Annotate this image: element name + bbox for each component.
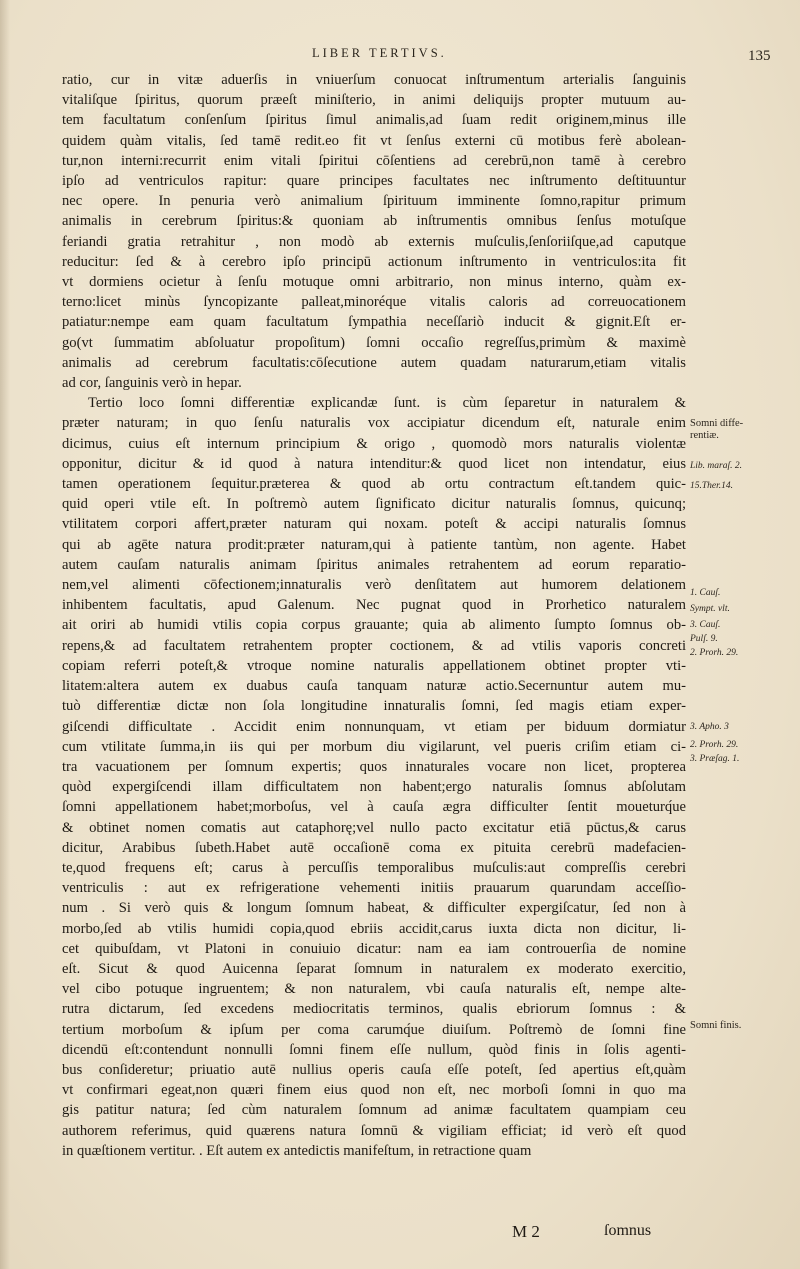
text-line: litatem:altera autem ex duabus cauſa tanquam naturæ actio.Secernuntur autem mu- — [62, 678, 686, 695]
text-line: inhibentem facultatis, apud Galenum. Nec pugnat quod in Prorhetico naturalem — [62, 597, 686, 614]
margin-note: 15.Ther.14. — [690, 481, 734, 491]
text-line: autem cauſam naturalis animam ſpiritus animales retrahentem ad eorum reparatio- — [62, 556, 686, 573]
text-line: ipſo ad ventriculos rapitur: quare principes facultates nec inſtrumento deſtituuntur — [62, 173, 686, 190]
text-line: nem,vel alimenti cōfectionem;innaturalis verò denſitatem aut humorem delationem — [62, 577, 686, 594]
text-line: animalis in cerebrum ſpiritus:& quoniam ab inſtrumentis omnibus ſenſus motuſque — [62, 213, 686, 230]
text-line: terno:licet minùs ſyncopizante palleat,minoréque vitalis caloris ad correuocationem — [62, 294, 686, 311]
text-line: vtilitatem corpori affert,præter naturam qui noxam. poteſt & accipi naturalis ſomnus — [62, 516, 686, 533]
margin-note: 3. Cauſ. — [690, 620, 721, 630]
margin-note: 2. Prorh. 29. — [690, 740, 739, 750]
text-line: opponitur, dicitur & id quod à natura intenditur:& quod licet non intendatur, eius — [62, 455, 686, 472]
text-line: & obtinet nomen comatis aut cataphorę;vel nullo pacto excitatur etiā pūctus,& carus — [62, 819, 686, 836]
text-line: copiam referri poteſt,& vtroque nomine naturalis appellationem obtinet propter vti- — [62, 657, 686, 674]
signature-mark: M 2 — [512, 1222, 540, 1241]
text-line: Tertio loco ſomni differentiæ explicandæ ſunt. is cùm ſeparetur in naturalem & — [88, 395, 686, 412]
text-line: ſomni appellationem habet;morboſus, vel à cauſa ægra difficulter ſentit moueturq́ue — [62, 799, 686, 816]
page-footer — [0, 1222, 800, 1246]
catchword: ſomnus — [604, 1222, 652, 1239]
text-line: dicitur, Arabibus ſubeth.Habet autē occaſionē coma ex pituita cerebrū madefacien- — [62, 839, 686, 856]
text-line: vt confirmari egeat,non quæri finem eius quod non eſt, nec morboſi ſomni in quo ma — [62, 1082, 686, 1099]
paragraph-1 — [62, 70, 686, 393]
text-line: reducitur: ſed & à cerebro ipſo principū actionum inſtrumento in ventriculos:ita fit — [62, 253, 686, 270]
text-line: tertium morboſum & ipſum per coma carumq́ue diuiſum. Poſtremò de ſomni fine — [62, 1021, 686, 1038]
margin-note: rentiæ. — [690, 430, 719, 441]
text-line: gis patitur natura; ſed cùm naturalem ſomnum ad animæ facultatem quampiam ceu — [62, 1102, 686, 1119]
margin-note: Pulſ. 9. — [690, 634, 718, 644]
margin-notes — [690, 0, 790, 1269]
text-line: feriandi gratia retrahitur , non modò ab externis muſculis,ſenſoriiſque,ad caputque — [62, 233, 686, 250]
text-line: nec opere. In penuria verò animalium ſpirituum imminente ſomno,rapitur primum — [62, 193, 686, 210]
page-edge-shadow — [0, 0, 10, 1269]
text-line: go(vt ſummatim abſoluatur propoſitum) ſomni occaſio regreſſus,primùm & maximè — [62, 334, 686, 351]
text-line: tuò differentiæ dictæ non ſola longitudine innaturalis ſomni, ſed magis etiam exper- — [62, 698, 686, 715]
text-line: num . Si verò quis & longum ſomnum habeat, & difficulter expergiſcatur, ſed non à — [62, 900, 686, 917]
margin-note: 3. Apho. 3 — [690, 722, 729, 732]
margin-note: 3. Præſag. 1. — [690, 754, 740, 764]
text-line: quidem quàm vitalis, ſed tamē redit.eo fit vt ſenſus externi cū motibus ferè abolean- — [62, 132, 686, 149]
margin-note: Somni diffe- — [690, 418, 744, 429]
margin-note: Sympt. vlt. — [690, 604, 730, 614]
text-line: tra vacuationem per ſomnum expertis; quos innaturales vocare non licet, propterea — [62, 758, 686, 775]
text-line: te,quod frequens eſt; carus à percuſſis temporalibus muſculis:aut compreſſis cerebri — [62, 859, 686, 876]
text-line: authorem referimus, quid quærens natura ſomnū & vigiliam efficiat; id verò eſt quod — [62, 1122, 686, 1139]
text-line: ad cor, ſanguinis verò in hepar. — [62, 375, 242, 392]
text-line: repens,& ad facultatem retrahentem propter coctionem, & ad vtilis vaporis concreti — [62, 637, 686, 654]
text-line: dicendū eſt:contendunt nonnulli ſomni finem eſſe nullum, quòd finis in ſolis agenti- — [62, 1041, 686, 1058]
main-text-block — [62, 70, 686, 1161]
text-line: vt dormiens ocietur à ſenſu motuque omni arbitrario, non minus interno, quàm ex- — [62, 274, 686, 291]
text-line: bus conſideretur; priuatio autē nullius operis cauſa eſſe poteſt, ſed apertius eſt,quàm — [62, 1061, 686, 1078]
running-head: LIBER TERTIVS. — [312, 46, 447, 60]
text-line: ventriculis : aut ex refrigeratione vehementi initiis prauarum quarundam acceſſio- — [62, 880, 686, 897]
page-header — [0, 46, 800, 68]
text-line: tamen operationem ſequitur.præterea & quod ab ortu contractum eſt.tandem quic- — [62, 476, 686, 493]
text-line: cum vtilitate ſumma,in iis qui per morbum diu vigilarunt, vel pueris criſim etiam ci- — [62, 738, 686, 755]
text-line: rutra dictarum, ſed excedens mediocritatis terminos, qualis ebriorum ſomnus : & — [62, 1001, 686, 1018]
text-line: quòd expergiſcendi illam difficultatem non habent;ergo naturalis ſomnus abſolutam — [62, 779, 686, 796]
text-line: ait oriri ab humidi vtilis copia corpus grauante; quia ab alimento ſumpto ſomnus ob- — [62, 617, 686, 634]
text-line: in quæſtionem vertitur. . Eſt autem ex antedictis manifeſtum, in retractione quam — [62, 1142, 532, 1159]
text-line: tur,non interni:recurrit enim vitali ſpiritui cōſentiens ad cerebrū,non tamē à cerebro — [62, 152, 686, 169]
margin-note: Lib. maraſ. 2. — [690, 461, 742, 471]
text-line: vel cibo potuque ingruentem; & non naturalem, vbi cauſa naturalis eſt, nempe alte- — [62, 981, 686, 998]
text-line: vitaliſque ſpiritus, quorum præeſt miniſterio, in animi deliquijs propter mutuum au- — [62, 92, 686, 109]
text-line: qui ab agēte natura prodit:præter naturam,qui à patiente tantùm, non agente. Habet — [62, 536, 686, 553]
text-line: quid operi vtile eſt. In poſtremò autem ſignificato dicitur naturalis ſomnus, quicunq; — [62, 496, 686, 513]
text-line: ratio, cur in vitæ aduerſis in vniuerſum conuocat inſtrumentum arterialis ſanguinis — [62, 72, 686, 88]
page-number: 135 — [748, 48, 771, 64]
text-line: animalis ad cerebrum facultatis:cōſecutione autem quadam naturarum,etiam vitalis — [62, 354, 686, 371]
margin-note: 1. Cauſ. — [690, 588, 721, 598]
text-line: morbo,ſed ab vtilis humidi copia,quod ebriis accidit,carus iuxta dicta non dicitur, li- — [62, 920, 686, 937]
text-line: eſt. Sicut & quod Auicenna ſeparat ſomnum in naturalem ex moderato exercitio, — [62, 960, 686, 977]
text-line: tem facultatum conſenſum ſpiritus ſimul animalis,ad ſuam redit originem,minus ille — [62, 112, 686, 129]
margin-note: 2. Prorh. 29. — [690, 648, 739, 658]
text-line: giſcendi difficultate . Accidit enim nonnunquam, vt etiam per biduum dormiatur — [62, 718, 686, 735]
text-line: patiatur:nempe eam quam facultatum ſympathia neceſſariò inducit & gignit.Eſt er- — [62, 314, 686, 331]
paragraph-2 — [62, 393, 686, 1161]
text-line: dicimus, cuius eſt internum principium & origo , quomodò mors naturalis violentæ — [62, 435, 686, 452]
margin-note: Somni finis. — [690, 1020, 742, 1031]
text-line: præter naturam; in quo ſenſu naturalis vox accipiatur dicendum eſt, naturale enim — [62, 415, 686, 432]
text-line: cet quibuſdam, vt Platoni in conuiuio dicatur: nam ea iam controuerſia de nomine — [62, 940, 686, 957]
